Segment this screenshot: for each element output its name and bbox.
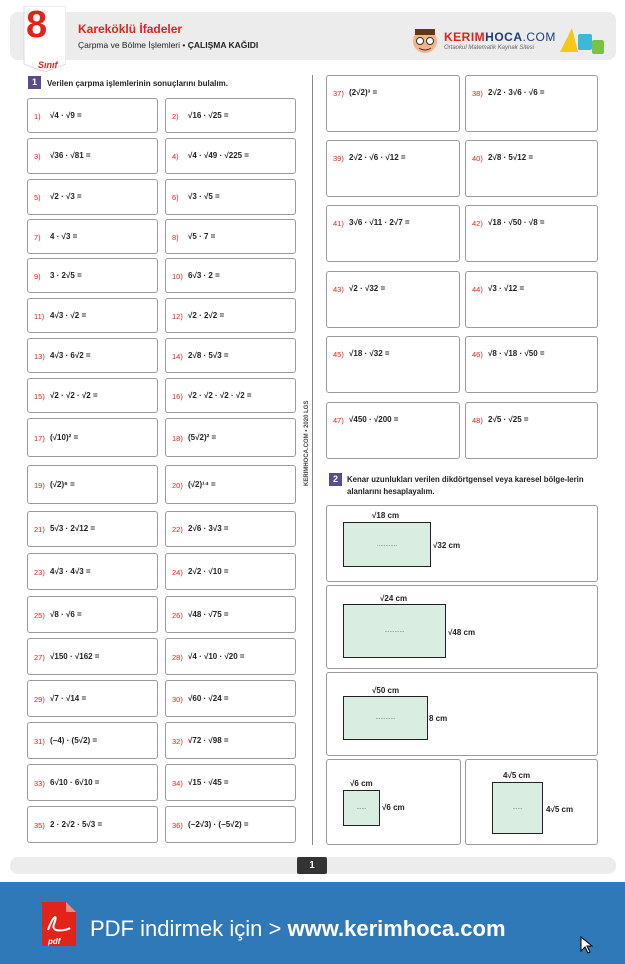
shape-2-answer: ............	[384, 628, 405, 634]
brand-name-b: HOCA	[485, 30, 523, 44]
question-expression: √5 · 7 =	[188, 231, 216, 241]
mascot-icon	[410, 26, 440, 56]
question-number: 40)	[472, 154, 483, 163]
question-number: 18)	[172, 433, 183, 443]
question-box	[165, 418, 296, 457]
question-box	[326, 336, 460, 393]
question-box	[165, 764, 296, 801]
question-number: 24)	[172, 567, 183, 577]
question-box	[27, 98, 158, 133]
question-expression: √72 · √98 =	[188, 735, 229, 745]
section2-title: Kenar uzunlukları verilen dikdörtgensel veya karesel bölge-lerin alanlarını hesaplayalım.	[347, 475, 584, 496]
question-number: 13)	[34, 351, 45, 361]
question-expression: √60 · √24 =	[188, 693, 229, 703]
question-box	[465, 402, 598, 459]
question-number: 42)	[472, 219, 483, 228]
question-expression: 4√3 · 6√2 =	[50, 350, 91, 360]
shape-4-side-label: √6 cm	[382, 803, 405, 812]
question-expression: 6√3 · 2 =	[188, 270, 220, 280]
question-box	[27, 179, 158, 215]
shape-4-square	[343, 790, 380, 826]
question-expression: √36 · √81 =	[50, 151, 91, 160]
question-expression: 6√10 · 6√10 =	[50, 777, 100, 787]
question-number: 37)	[333, 89, 344, 98]
question-number: 17)	[34, 433, 45, 443]
shape-2-rectangle	[343, 604, 446, 658]
shape-3-side-label: 8 cm	[429, 714, 448, 723]
question-expression: √18 · √32 =	[349, 349, 390, 358]
question-number: 23)	[34, 567, 45, 577]
question-expression: √2 · √32 =	[349, 284, 386, 293]
question-expression: √8 · √6 =	[50, 609, 82, 619]
question-expression: 2√8 · 5√3 =	[188, 350, 229, 360]
question-number: 9)	[34, 271, 41, 281]
question-box	[165, 806, 296, 843]
question-number: 35)	[34, 820, 45, 830]
question-number: 48)	[472, 416, 483, 425]
question-expression: √4 · √10 · √20 =	[188, 651, 245, 661]
page-subtitle	[78, 40, 258, 50]
shape-5-side-label: 4√5 cm	[546, 805, 574, 814]
shape-3-top-label: √50 cm	[372, 686, 400, 695]
question-box	[27, 553, 158, 590]
question-number: 28)	[172, 652, 183, 662]
question-number: 33)	[34, 778, 45, 788]
question-number: 8)	[172, 232, 179, 242]
question-box	[27, 258, 158, 293]
pdf-file-icon	[40, 900, 78, 948]
question-box	[326, 75, 460, 132]
banner-text[interactable]	[90, 916, 506, 942]
question-expression: √2 · √3 =	[50, 192, 82, 201]
question-box	[27, 722, 158, 759]
question-expression: √4 · √49 · √225 =	[188, 151, 249, 160]
question-box	[465, 336, 598, 393]
column-divider	[312, 75, 313, 845]
question-number: 11)	[34, 311, 45, 321]
question-expression: √2 · √2 · √2 =	[50, 390, 98, 400]
question-number: 25)	[34, 610, 45, 620]
question-expression: √8 · √18 · √50 =	[488, 349, 545, 358]
question-number: 14)	[172, 351, 183, 361]
question-expression: √4 · √9 =	[50, 110, 82, 120]
question-expression: (5√2)² =	[188, 432, 217, 442]
svg-text:pdf: pdf	[48, 937, 61, 946]
question-number: 2)	[172, 111, 179, 121]
question-number: 27)	[34, 652, 45, 662]
question-expression: (−4) · (5√2) =	[50, 735, 98, 745]
question-box	[27, 638, 158, 675]
question-box	[27, 418, 158, 457]
question-number: 10)	[172, 271, 183, 281]
brand-tagline: Ortaokul Matematik Kaynak Sitesi	[444, 45, 535, 51]
question-expression: (√10)² =	[50, 432, 79, 442]
question-number: 34)	[172, 778, 183, 788]
shape-2-top-label: √24 cm	[380, 594, 408, 603]
subtitle-text: Çarpma ve Bölme İşlemleri •	[78, 40, 186, 50]
grade-number: 8	[26, 4, 48, 46]
question-number: 5)	[34, 193, 41, 202]
question-number: 22)	[172, 525, 183, 534]
grade-badge	[22, 6, 66, 72]
question-box	[27, 298, 158, 333]
question-number: 30)	[172, 694, 183, 704]
question-box	[326, 140, 460, 197]
question-number: 31)	[34, 736, 45, 746]
question-expression: 4 · √3 =	[50, 231, 78, 241]
question-number: 36)	[172, 820, 183, 830]
shape-5-square	[492, 782, 543, 834]
question-expression: (−2√3) · (−5√2) =	[188, 819, 249, 829]
question-expression: 4√3 · √2 =	[50, 310, 87, 320]
question-box	[465, 75, 598, 132]
question-box	[465, 140, 598, 197]
question-box	[326, 271, 460, 328]
question-number: 4)	[172, 152, 179, 161]
question-number: 39)	[333, 154, 344, 163]
question-expression: √48 · √75 =	[188, 609, 229, 619]
question-number: 6)	[172, 193, 179, 202]
question-number: 38)	[472, 89, 483, 98]
brand-name	[444, 30, 556, 44]
question-box	[165, 98, 296, 133]
question-expression: √2 · 2√2 =	[188, 310, 225, 320]
question-box	[165, 638, 296, 675]
question-box	[165, 219, 296, 254]
question-expression: 2√2 · √6 · √12 =	[349, 153, 406, 162]
shape-5-answer: ......	[512, 805, 523, 811]
abc-blocks-icon	[558, 22, 608, 58]
question-number: 44)	[472, 285, 483, 294]
shape-3-rectangle	[343, 696, 428, 740]
question-expression: √3 · √5 =	[188, 192, 220, 201]
question-expression: 2√2 · √10 =	[188, 566, 229, 576]
question-expression: (√2)⁶ =	[50, 479, 75, 489]
question-box	[27, 596, 158, 633]
brand-logo[interactable]	[408, 22, 618, 62]
question-box	[326, 402, 460, 459]
divider-watermark: KERIMHOCA.COM • 2020 LGS	[304, 400, 310, 486]
question-box	[165, 465, 296, 504]
question-box	[165, 553, 296, 590]
question-box	[27, 680, 158, 717]
question-expression: √450 · √200 =	[349, 415, 399, 424]
shape-3-answer: ............	[375, 715, 396, 721]
shape-2-side-label: √48 cm	[448, 628, 476, 637]
section1-number: 1	[28, 76, 41, 89]
question-number: 29)	[34, 694, 45, 704]
question-expression: √15 · √45 =	[188, 777, 229, 787]
question-number: 7)	[34, 232, 41, 242]
question-box	[165, 298, 296, 333]
question-expression: 2√2 · 3√6 · √6 =	[488, 88, 545, 97]
question-box	[165, 596, 296, 633]
page-number: 1	[297, 857, 327, 874]
question-box	[165, 338, 296, 373]
shape-1-answer: ............	[376, 541, 398, 548]
question-expression: 2 · 2√2 · 5√3 =	[50, 819, 103, 829]
question-expression: 2√5 · √25 =	[488, 415, 529, 424]
shape-1-side-label: √32 cm	[433, 541, 461, 550]
question-number: 1)	[34, 111, 41, 121]
question-expression: 3 · 2√5 =	[50, 270, 82, 280]
section1-title: Verilen çarpma işlemlerinin sonuçlarını bulalım.	[47, 79, 228, 88]
question-number: 16)	[172, 391, 183, 401]
question-number: 41)	[333, 219, 344, 228]
section2-number: 2	[329, 473, 342, 486]
question-number: 3)	[34, 152, 41, 161]
question-box	[165, 258, 296, 293]
question-expression: √16 · √25 =	[188, 110, 229, 120]
question-box	[465, 271, 598, 328]
question-box	[165, 680, 296, 717]
question-expression: 4√3 · 4√3 =	[50, 566, 91, 576]
shape-5-top-label: 4√5 cm	[503, 771, 531, 780]
question-number: 19)	[34, 480, 45, 490]
question-number: 47)	[333, 416, 344, 425]
grade-label: Sınıf	[38, 60, 58, 70]
brand-name-a: KERIM	[444, 30, 486, 44]
question-expression: (√2)¹⁴ =	[188, 479, 216, 489]
question-box	[165, 138, 296, 174]
question-box	[27, 511, 158, 547]
question-number: 43)	[333, 285, 344, 294]
question-expression: 3√6 · √11 · 2√7 =	[349, 218, 410, 227]
question-number: 45)	[333, 350, 344, 359]
banner-url[interactable]: www.kerimhoca.com	[287, 916, 506, 941]
question-number: 26)	[172, 610, 183, 620]
question-box	[27, 338, 158, 373]
question-number: 21)	[34, 525, 45, 534]
question-number: 46)	[472, 350, 483, 359]
cursor-icon	[580, 936, 594, 954]
question-box	[165, 722, 296, 759]
question-box	[27, 378, 158, 413]
question-expression: 5√3 · 2√12 =	[50, 524, 96, 533]
question-expression: 2√6 · 3√3 =	[188, 524, 229, 533]
question-expression: 2√8 · 5√12 =	[488, 153, 534, 162]
page-title: Kareköklü İfadeler	[78, 22, 183, 36]
question-number: 20)	[172, 480, 183, 490]
question-box	[27, 138, 158, 174]
shape-4-answer: ......	[356, 805, 367, 811]
question-expression: √18 · √50 · √8 =	[488, 218, 545, 227]
question-expression: √2 · √2 · √2 · √2 =	[188, 390, 252, 400]
question-box	[27, 764, 158, 801]
question-box	[27, 465, 158, 504]
question-expression: √7 · √14 =	[50, 693, 87, 703]
shape-1-rectangle	[343, 522, 431, 567]
shape-1-top-label: √18 cm	[372, 511, 400, 520]
brand-name-c: .COM	[522, 30, 556, 44]
question-box	[465, 205, 598, 262]
question-box	[165, 511, 296, 547]
subtitle-bold: ÇALIŞMA KAĞIDI	[187, 40, 259, 50]
shape-4-top-label: √6 cm	[350, 779, 373, 788]
question-box	[165, 378, 296, 413]
question-box	[165, 179, 296, 215]
question-box	[27, 219, 158, 254]
question-expression: √150 · √162 =	[50, 651, 100, 661]
question-number: 12)	[172, 311, 183, 321]
question-expression: √3 · √12 =	[488, 284, 525, 293]
question-number: 32)	[172, 736, 183, 746]
question-box	[27, 806, 158, 843]
question-box	[326, 205, 460, 262]
question-number: 15)	[34, 391, 45, 401]
banner-label: PDF indirmek için >	[90, 916, 282, 941]
question-expression: (2√2)³ =	[349, 88, 378, 97]
